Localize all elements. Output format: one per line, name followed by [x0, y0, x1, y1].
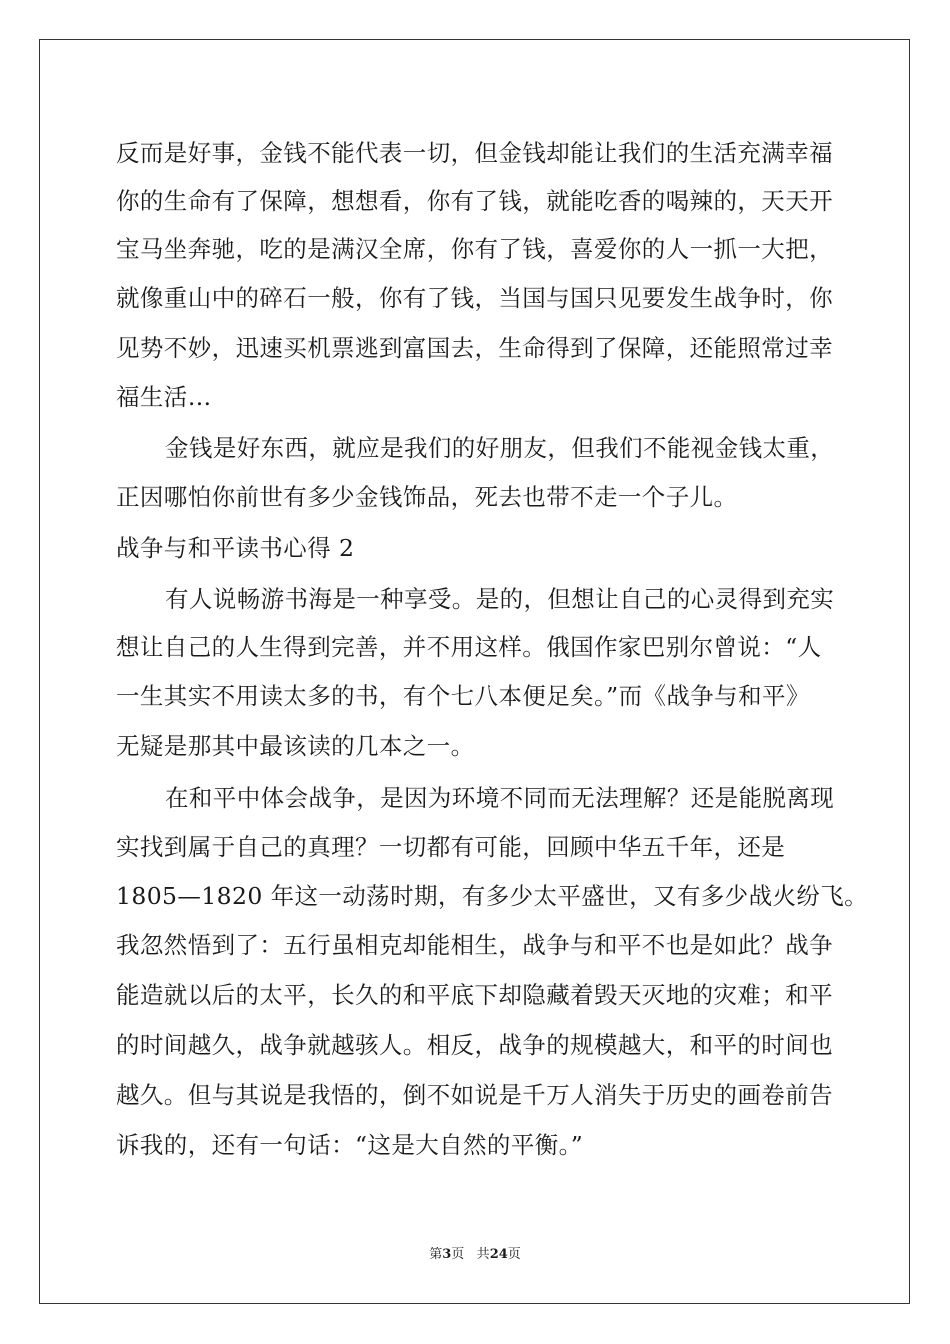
body-line: 宝马坐奔驰，吃的是满汉全席，你有了钱，喜爱你的人一抓一大把，: [116, 235, 833, 263]
body-line: 无疑是那其中最该读的几本之一。: [116, 732, 475, 760]
paragraph-first-line: 在和平中体会战争，是因为环境不同而无法理解？还是能脱离现: [165, 784, 835, 812]
paragraph-first-line: 金钱是好东西，就应是我们的好朋友，但我们不能视金钱太重，: [165, 434, 835, 462]
body-line: 1805—1820 年这一动荡时期，有多少太平盛世，又有多少战火纷飞。: [116, 882, 869, 910]
page-footer: [0, 1247, 950, 1263]
paragraph-first-line: 有人说畅游书海是一种享受。是的，但想让自己的心灵得到充实: [165, 585, 835, 613]
page-border: [39, 39, 910, 1304]
body-line: 就像重山中的碎石一般，你有了钱，当国与国只见要发生战争时，你: [116, 284, 833, 312]
body-line: 反而是好事，金钱不能代表一切，但金钱却能让我们的生活充满幸福: [116, 139, 833, 167]
body-line: 诉我的，还有一句话：“这是大自然的平衡。”: [116, 1131, 584, 1159]
total-prefix: 共: [476, 1247, 490, 1262]
section-heading: 战争与和平读书心得 2: [116, 534, 355, 562]
page-suffix: 页: [451, 1247, 465, 1262]
body-line: 越久。但与其说是我悟的，倒不如说是千万人消失于历史的画卷前告: [116, 1081, 833, 1109]
page-prefix: 第: [429, 1247, 443, 1262]
page-number-current: 3: [442, 1247, 452, 1262]
body-line: 见势不妙，迅速买机票逃到富国去，生命得到了保障，还能照常过幸: [116, 334, 833, 362]
body-line: 的时间越久，战争就越骇人。相反，战争的规模越大，和平的时间也: [116, 1031, 833, 1059]
total-suffix: 页: [507, 1247, 521, 1262]
body-line: 一生其实不用读太多的书，有个七八本便足矣。”而《战争与和平》: [116, 682, 810, 710]
body-line: 想让自己的人生得到完善，并不用这样。俄国作家巴别尔曾说：“人: [116, 633, 822, 661]
body-line: 你的生命有了保障，想想看，你有了钱，就能吃香的喝辣的，天天开: [116, 187, 833, 215]
page-number-total: 24: [489, 1247, 508, 1262]
body-line: 正因哪怕你前世有多少金钱饰品，死去也带不走一个子儿。: [116, 483, 738, 511]
body-line: 实找到属于自己的真理？一切都有可能，回顾中华五千年，还是: [116, 833, 786, 861]
body-line: 我忽然悟到了：五行虽相克却能相生，战争与和平不也是如此？战争: [116, 931, 833, 959]
body-line: 能造就以后的太平，长久的和平底下却隐藏着毁天灭地的灾难；和平: [116, 981, 833, 1009]
body-line: 福生活…: [116, 383, 212, 411]
